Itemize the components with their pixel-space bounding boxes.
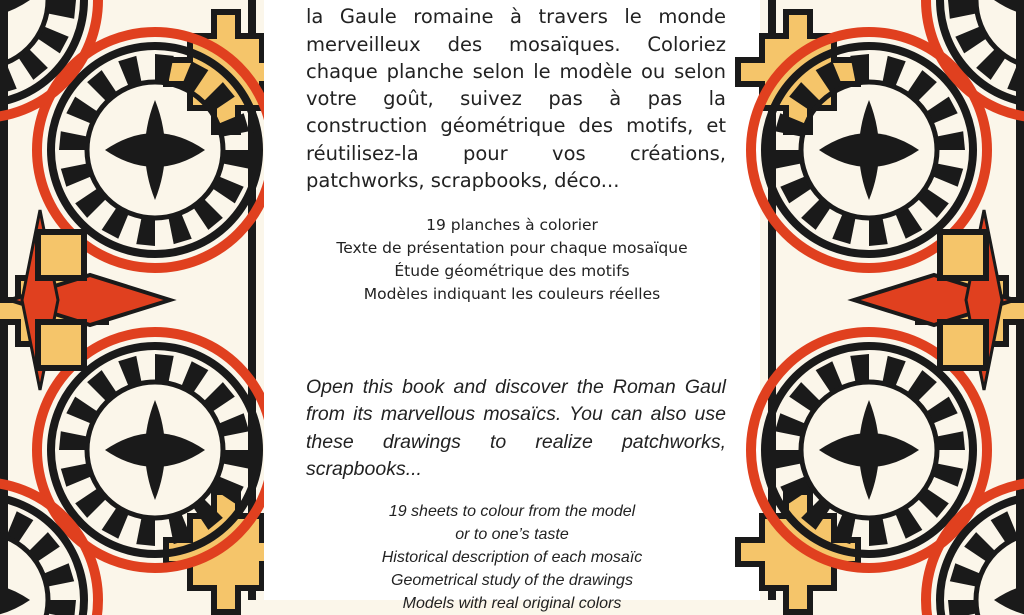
french-intro-line: merveilleux des mosaïques. Coloriez (306, 32, 726, 56)
back-cover-text-panel (264, 0, 760, 612)
english-feature-item: or to one’s taste (455, 526, 569, 543)
french-feature-item: 19 planches à colorier (426, 216, 598, 234)
french-intro-line: réutilisez-la pour vos créations, (306, 141, 726, 165)
english-feature-list (264, 500, 760, 615)
french-intro-line (306, 0, 726, 1)
yellow-square (38, 232, 84, 278)
yellow-square (940, 322, 986, 368)
mosaic-pattern-right (768, 0, 1024, 600)
english-intro-line: Gaul from its marvellous mosaïcs. You (306, 376, 727, 426)
mosaic-group (0, 0, 286, 615)
french-feature-item: Modèles indiquant les couleurs réelles (363, 285, 661, 303)
french-intro-line: construction géométrique des motifs, et (306, 114, 726, 138)
english-intro-line: Open this book and discover the Roman (306, 376, 676, 398)
french-intro-line: patchworks, scrapbooks, déco... (306, 169, 620, 193)
english-feature-item: Geometrical study of the drawings (391, 572, 633, 589)
english-intro-line: patchworks, scrapbooks... (306, 430, 726, 480)
french-feature-list (264, 214, 760, 306)
french-intro-paragraph (306, 0, 726, 194)
mosaic-tooth (948, 600, 975, 615)
mosaic-tooth (49, 600, 76, 615)
french-feature-item: Étude géométrique des motifs (394, 262, 630, 280)
french-feature-item: Texte de présentation pour chaque mosaïque (336, 239, 688, 257)
mosaic-pattern-left (0, 0, 256, 600)
yellow-square (38, 322, 84, 368)
english-feature-item: 19 sheets to colour from the model (388, 503, 636, 520)
english-feature-item: Models with real original colors (402, 595, 622, 612)
mosaic-border-right (768, 0, 1024, 600)
english-intro-paragraph (306, 374, 726, 483)
mosaic-group (738, 0, 1024, 615)
english-intro-line: can also use these drawings to realize (306, 403, 726, 453)
french-intro-line: selon votre goût, suivez pas à pas la (306, 59, 726, 111)
mosaic-border-left (0, 0, 256, 600)
french-intro-line: chaque planche selon le modèle ou (306, 59, 666, 83)
french-intro-line: la Gaule romaine à travers le monde (306, 5, 726, 29)
english-feature-item: Historical description of each mosaïc (381, 549, 643, 566)
yellow-square (940, 232, 986, 278)
